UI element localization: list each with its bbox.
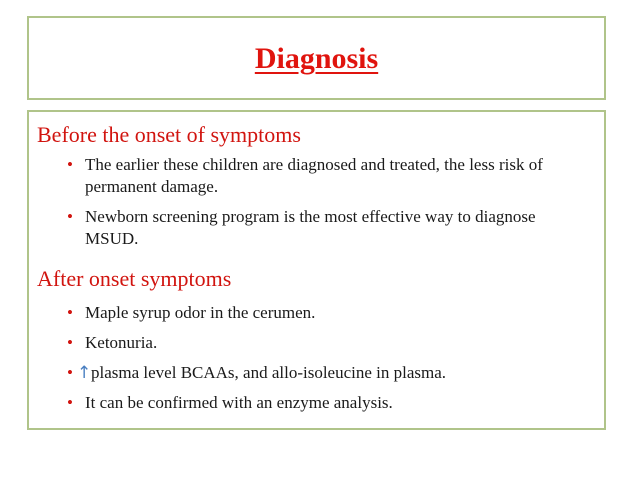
bullet-list-before-onset <box>29 154 604 250</box>
bullet-dot-icon: • <box>67 363 73 382</box>
list-item <box>29 362 604 384</box>
bullet-text: It can be confirmed with an enzyme analysis. <box>85 393 393 412</box>
bullet-list-after-onset <box>29 302 604 414</box>
bullet-dot-icon: • <box>67 155 73 174</box>
bullet-dot-icon: • <box>67 393 73 412</box>
bullet-text: Newborn screening program is the most effective way to diagnose MSUD. <box>85 207 536 248</box>
list-item <box>29 302 604 324</box>
list-item <box>29 392 604 414</box>
content-box <box>27 110 606 430</box>
bullet-dot-icon: • <box>67 333 73 352</box>
bullet-dot-icon: • <box>67 303 73 322</box>
bullet-text: The earlier these children are diagnosed and treated, the less risk of permanent damage. <box>85 155 543 196</box>
bullet-text: Ketonuria. <box>85 333 158 352</box>
up-arrow-icon: ↑ <box>77 363 92 383</box>
slide-title: Diagnosis <box>254 42 379 75</box>
list-item <box>29 154 604 198</box>
section-heading-after-onset: After onset symptoms <box>37 266 232 291</box>
section-heading-before-onset: Before the onset of symptoms <box>37 122 301 147</box>
bullet-text: Maple syrup odor in the cerumen. <box>85 303 316 322</box>
bullet-text: plasma level BCAAs, and allo-isoleucine in plasma. <box>91 363 447 382</box>
list-item <box>29 332 604 354</box>
list-item <box>29 206 604 250</box>
title-box <box>27 16 606 100</box>
bullet-dot-icon: • <box>67 207 73 226</box>
